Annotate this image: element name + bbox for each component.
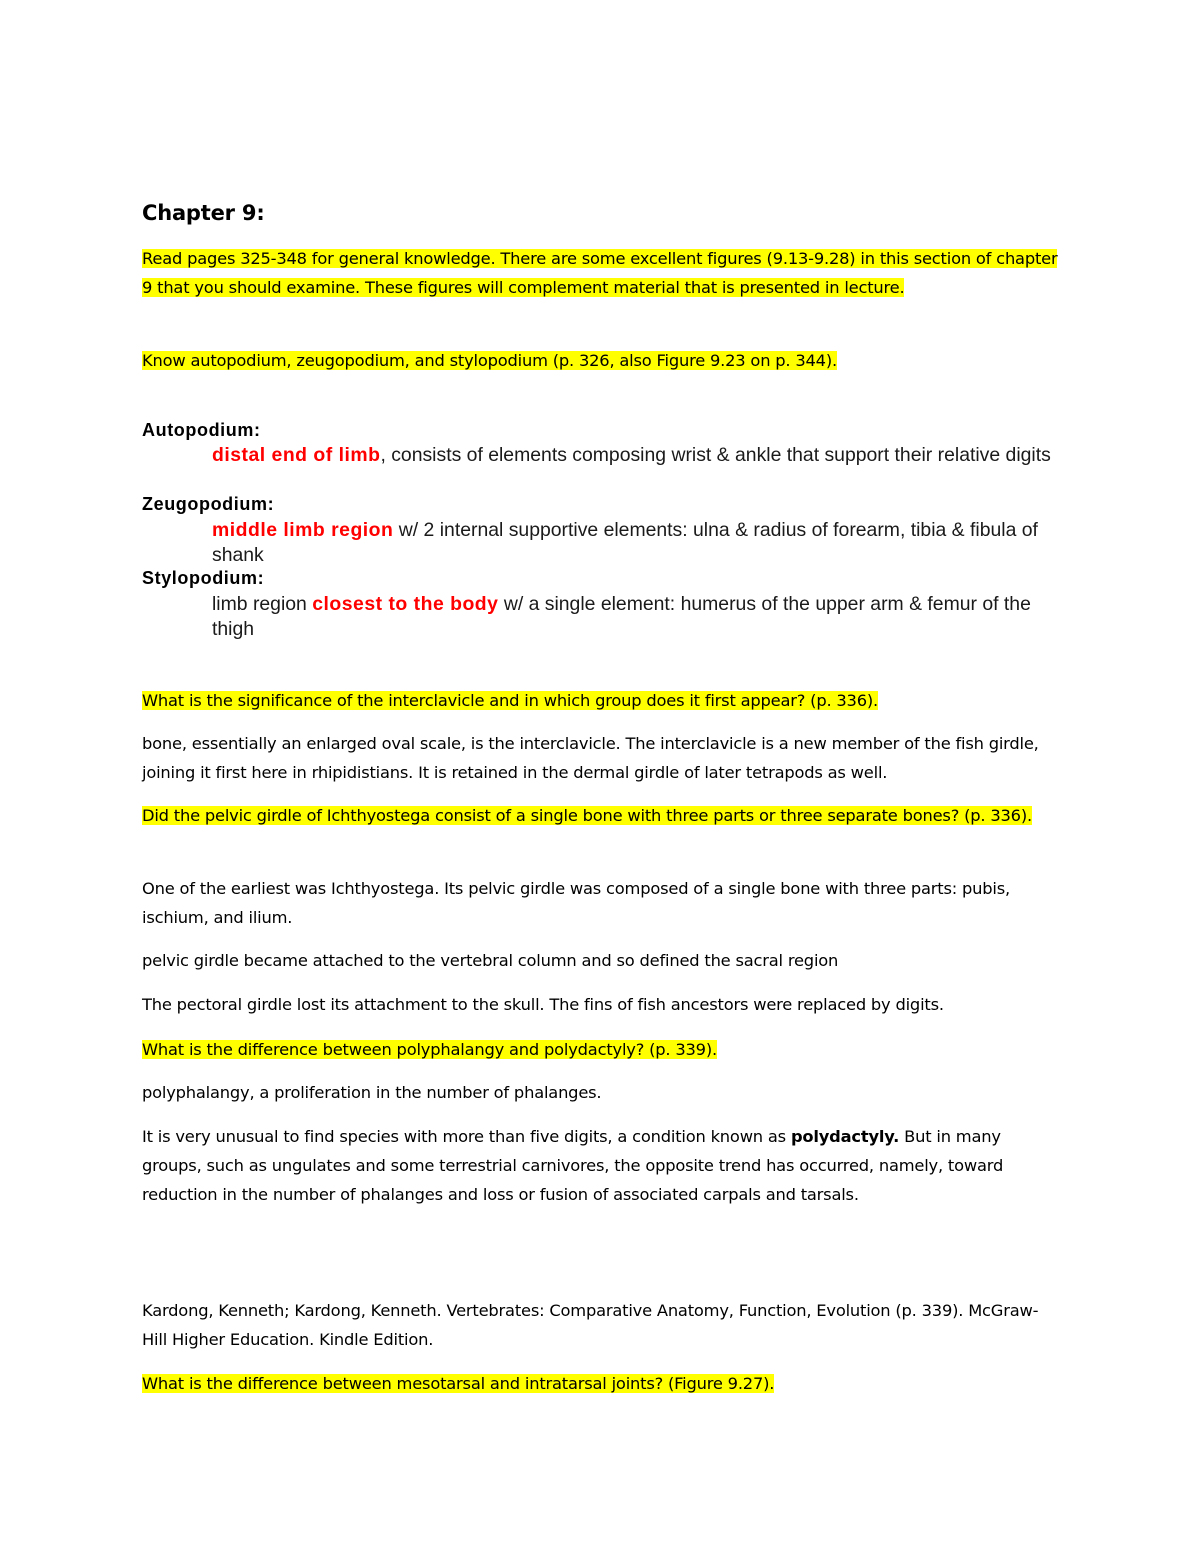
question-tarsal-joints-text: What is the difference between mesotarsal and intratarsal joints? (Figure 9.27). <box>142 1374 775 1393</box>
answer-pectoral-girdle: The pectoral girdle lost its attachment to the skull. The fins of fish ancestors were replaced by digits. <box>142 995 944 1014</box>
answer-interclavicle: bone, essentially an enlarged oval scale, is the interclavicle. The interclavicle is a new member of the fish girdle, joining it first here in rhipidistians. It is retained in the dermal girdle of later tetrapods as well. <box>142 734 1039 782</box>
terms-instruction <box>142 346 1062 375</box>
definition-stylopodium-rest: w/ a single element: humerus of the upper arm & femur of the thigh <box>212 593 1031 640</box>
question-tarsal-joints <box>142 1369 1062 1398</box>
answer-polydactyly <box>142 1122 1062 1209</box>
definition-autopodium <box>212 443 1062 468</box>
reading-assignment-text: Read pages 325-348 for general knowledge. There are some excellent figures (9.13-9.28) in this section of chapter 9 that you should examine. These figures will complement material that is presented in lecture. <box>142 249 1058 297</box>
answer-sacral-region: pelvic girdle became attached to the vertebral column and so defined the sacral region <box>142 951 839 970</box>
answer-polyphalangy: polyphalangy, a proliferation in the number of phalanges. <box>142 1083 602 1102</box>
question-interclavicle-text: What is the significance of the interclavicle and in which group does it first appear? (p. 336). <box>142 691 879 710</box>
question-polyphalangy <box>142 1035 1062 1064</box>
chapter-title: Chapter 9: <box>142 201 265 225</box>
question-pelvic-girdle <box>142 801 1062 830</box>
question-interclavicle <box>142 686 1062 715</box>
terms-instruction-text: Know autopodium, zeugopodium, and stylopodium (p. 326, also Figure 9.23 on p. 344). <box>142 351 837 370</box>
definition-autopodium-emphasis: distal end of limb <box>212 444 381 466</box>
term-stylopodium: Stylopodium: <box>142 568 265 588</box>
question-polyphalangy-text: What is the difference between polyphalangy and polydactyly? (p. 339). <box>142 1040 717 1059</box>
answer-polydactyly-pre: It is very unusual to find species with more than five digits, a condition known as <box>142 1127 791 1146</box>
question-pelvic-girdle-text: Did the pelvic girdle of Ichthyostega consist of a single bone with three parts or three separate bones? (p. 336). <box>142 806 1032 825</box>
answer-polydactyly-term: polydactyly. <box>790 1127 900 1146</box>
term-zeugopodium: Zeugopodium: <box>142 494 275 514</box>
answer-polydactyly-rest: But in many groups, such as ungulates and some terrestrial carnivores, the opposite trend has occurred, namely, toward reduction in the number of phalanges and loss or fusion of associated carpals and tarsals. <box>142 1127 1004 1204</box>
reading-assignment <box>142 244 1062 302</box>
definition-stylopodium-emphasis: closest to the body <box>312 593 499 615</box>
answer-pelvic-girdle: One of the earliest was Ichthyostega. Its pelvic girdle was composed of a single bone with three parts: pubis, ischium, and ilium. <box>142 879 1010 927</box>
definition-stylopodium-pre: limb region <box>212 593 313 615</box>
term-autopodium: Autopodium: <box>142 420 261 440</box>
definition-zeugopodium-emphasis: middle limb region <box>212 519 394 541</box>
definition-zeugopodium <box>212 518 1062 567</box>
citation: Kardong, Kenneth; Kardong, Kenneth. Vertebrates: Comparative Anatomy, Function, Evolution (p. 339). McGraw-Hill Higher Education. Kindle Edition. <box>142 1301 1039 1349</box>
definition-autopodium-rest: , consists of elements composing wrist & ankle that support their relative digits <box>380 444 1051 466</box>
definition-stylopodium <box>212 592 1062 641</box>
definition-zeugopodium-rest: w/ 2 internal supportive elements: ulna & radius of forearm, tibia & fibula of shank <box>212 519 1038 566</box>
